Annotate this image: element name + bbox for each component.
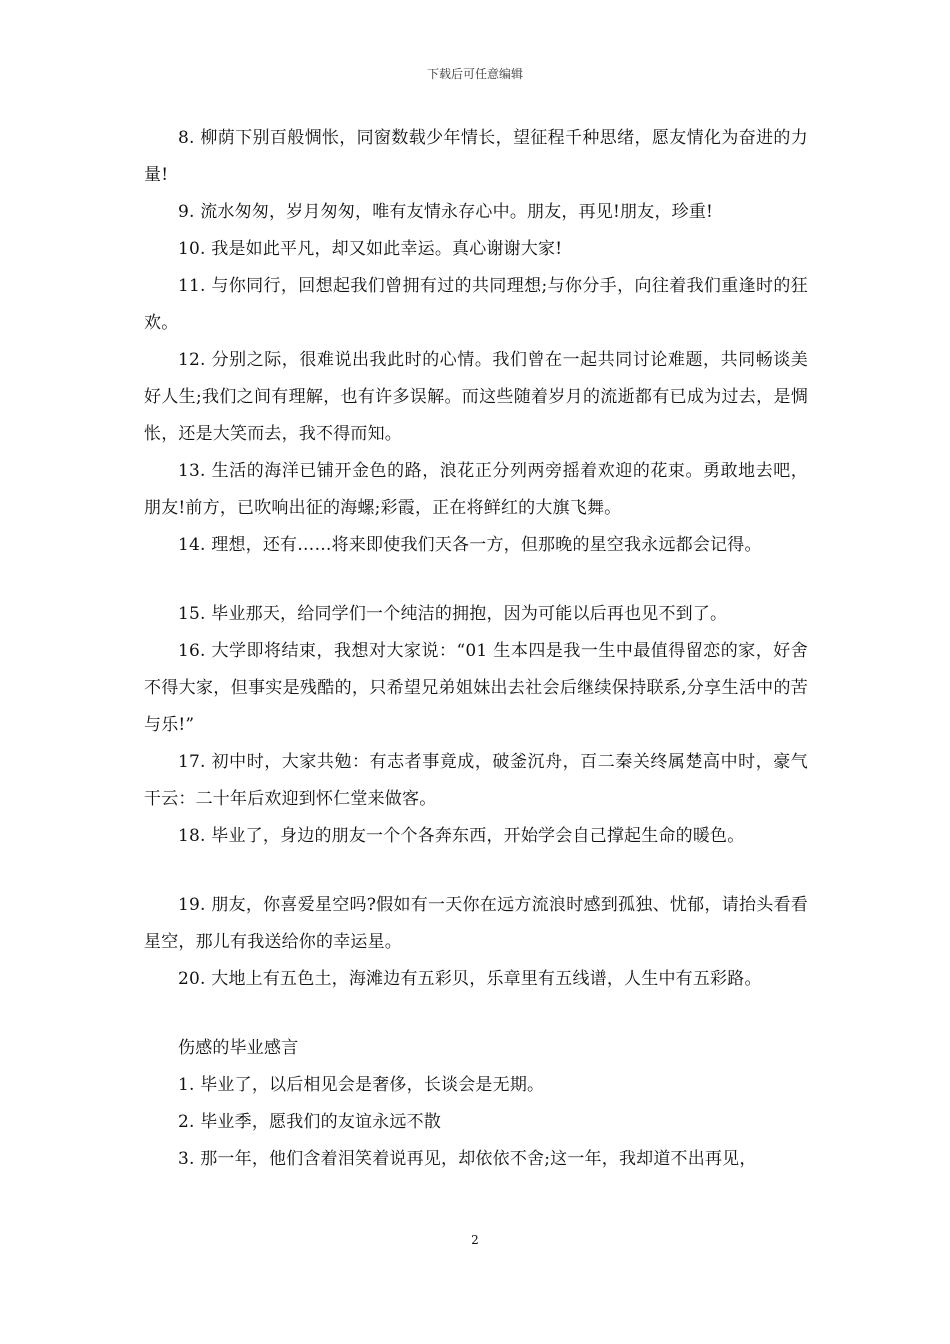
paragraph-20: 20. 大地上有五色土，海滩边有五彩贝，乐章里有五线谱，人生中有五彩路。 (178, 969, 762, 989)
paragraph-12: 12. 分别之际，很难说出我此时的心情。我们曾在一起共同讨论难题，共同畅谈美好人生;我们之间有理解，也有许多误解。而这些随着岁月的流逝都有已成为过去，是惆怅，还是大笑而去，我不得而知。 (144, 350, 808, 444)
paragraph-11: 11. 与你同行，回想起我们曾拥有过的共同理想;与你分手，向往着我们重逢时的狂欢。 (144, 276, 808, 333)
document-body (144, 120, 808, 1178)
paragraph-spacer (144, 855, 808, 887)
section-item-2: 2. 毕业季，愿我们的友谊永远不散 (178, 1112, 442, 1132)
paragraph-9: 9. 流水匆匆，岁月匆匆，唯有友情永存心中。朋友，再见!朋友，珍重! (178, 202, 714, 222)
paragraph-13: 13. 生活的海洋已铺开金色的路，浪花正分列两旁摇着欢迎的花束。勇敢地去吧，朋友!前方，已吹响出征的海螺;彩霞，正在将鲜红的大旗飞舞。 (144, 461, 808, 518)
paragraph-spacer (144, 564, 808, 596)
paragraph-16: 16. 大学即将结束，我想对大家说：“01 生本四是我一生中最值得留恋的家，好舍不得大家，但事实是残酷的，只希望兄弟姐妹出去社会后继续保持联系,分享生活中的苦与乐!” (144, 641, 808, 735)
section-item-1: 1. 毕业了，以后相见会是奢侈，长谈会是无期。 (178, 1075, 545, 1095)
section-title: 伤感的毕业感言 (178, 1038, 299, 1058)
paragraph-10: 10. 我是如此平凡，却又如此幸运。真心谢谢大家! (178, 239, 563, 259)
section-item-3: 3. 那一年，他们含着泪笑着说再见，却依依不舍;这一年，我却道不出再见， (178, 1149, 757, 1169)
paragraph-spacer (144, 998, 808, 1030)
paragraph-19: 19. 朋友，你喜爱星空吗?假如有一天你在远方流浪时感到孤独、忧郁，请抬头看看星空，那儿有我送给你的幸运星。 (144, 895, 808, 952)
page-number: 2 (471, 1233, 479, 1247)
page-header: 下载后可任意编辑 (426, 67, 523, 81)
paragraph-18: 18. 毕业了，身边的朋友一个个各奔东西，开始学会自己撑起生命的暖色。 (178, 826, 745, 846)
paragraph-17: 17. 初中时，大家共勉：有志者事竟成，破釜沉舟，百二秦关终属楚高中时，豪气干云：二十年后欢迎到怀仁堂来做客。 (144, 752, 808, 809)
paragraph-14: 14. 理想，还有……将来即使我们天各一方，但那晚的星空我永远都会记得。 (178, 535, 762, 555)
paragraph-15: 15. 毕业那天，给同学们一个纯洁的拥抱，因为可能以后再也见不到了。 (178, 604, 728, 624)
paragraph-8: 8. 柳荫下别百般惆怅，同窗数载少年情长，望征程千种思绪，愿友情化为奋进的力量! (144, 128, 808, 185)
